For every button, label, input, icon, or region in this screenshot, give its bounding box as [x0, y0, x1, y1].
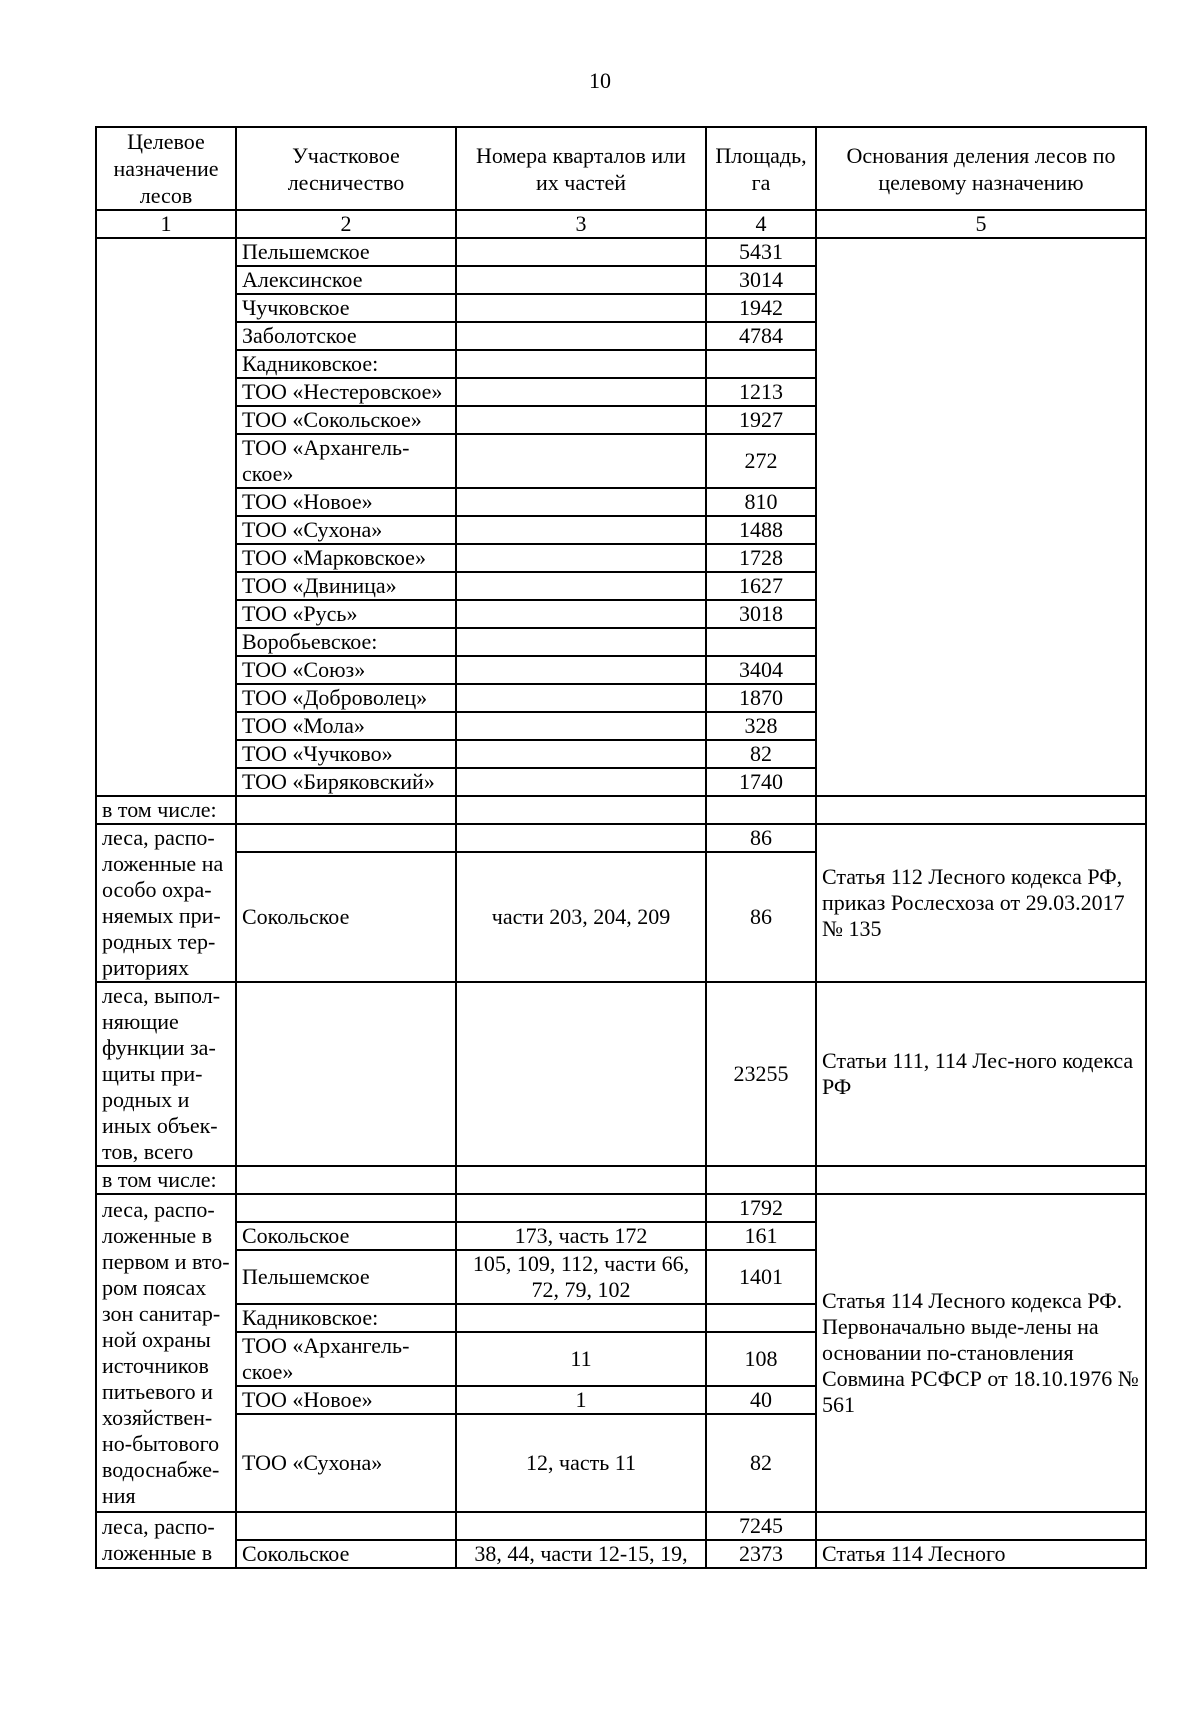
area-value: 1627 — [706, 572, 816, 600]
quarters-value: 1 — [456, 1386, 706, 1414]
area-value: 5431 — [706, 238, 816, 266]
area-value: 1740 — [706, 768, 816, 796]
purpose-sanitary: леса, распо-ложенные в первом и вто-ром поясах зон санитар-ной охраны источников питьевого и хозяйствен-но-бытового водоснабже-ния — [96, 1194, 236, 1512]
forestry-name: ТОО «Сухона» — [236, 1414, 456, 1512]
basis-oopt: Статья 112 Лесного кодекса РФ, приказ Рослесхоза от 29.03.2017 № 135 — [816, 824, 1146, 982]
quarters-value: 11 — [456, 1332, 706, 1386]
quarters-value: 38, 44, части 12-15, 19, — [456, 1540, 706, 1568]
quarters-cell — [456, 434, 706, 488]
last-total-row — [96, 1512, 1146, 1540]
area-value: 1488 — [706, 516, 816, 544]
quarters-cell — [456, 656, 706, 684]
forestry-name: ТОО «Новое» — [236, 488, 456, 516]
column-number-1: 1 — [96, 210, 236, 238]
forestry-name: Сокольское — [236, 1540, 456, 1568]
area-value: 3404 — [706, 656, 816, 684]
forestry-name: ТОО «Марковское» — [236, 544, 456, 572]
forestry-name: ТОО «Биряковский» — [236, 768, 456, 796]
forestry-name: Кадниковское: — [236, 350, 456, 378]
forestry-name: Заболотское — [236, 322, 456, 350]
quarters-value: 12, часть 11 — [456, 1414, 706, 1512]
quarters-cell — [456, 684, 706, 712]
column-header-5: Основания деления лесов по целевому назначению — [816, 127, 1146, 210]
basis-last: Статья 114 Лесного — [816, 1540, 1146, 1568]
area-value: 86 — [706, 852, 816, 982]
empty-cell — [816, 796, 1146, 824]
quarters-value — [456, 1304, 706, 1332]
forestry-name: Пельшемское — [236, 1250, 456, 1304]
purpose-oopt: леса, распо-ложенные на особо охра-няемых при-родных тер-риториях — [96, 824, 236, 982]
quarters-cell — [456, 628, 706, 656]
area-value: 3018 — [706, 600, 816, 628]
basis-protective: Статьи 111, 114 Лес-ного кодекса РФ — [816, 982, 1146, 1166]
quarters-cell — [456, 740, 706, 768]
forestry-name: ТОО «Двиница» — [236, 572, 456, 600]
forestry-name: Пельшемское — [236, 238, 456, 266]
area-value: 1870 — [706, 684, 816, 712]
area-value: 40 — [706, 1386, 816, 1414]
forestry-name: ТОО «Мола» — [236, 712, 456, 740]
quarters-value: части 203, 204, 209 — [456, 852, 706, 982]
quarters-cell — [456, 266, 706, 294]
column-header-1: Целевое назначение лесов — [96, 127, 236, 210]
forest-purpose-table — [95, 126, 1147, 1569]
page-number: 10 — [589, 68, 611, 93]
area-value: 1401 — [706, 1250, 816, 1304]
area-value: 328 — [706, 712, 816, 740]
empty-cell — [236, 796, 456, 824]
forestry-name: ТОО «Архангель-ское» — [236, 1332, 456, 1386]
last-total-area: 7245 — [706, 1512, 816, 1540]
empty-cell — [236, 824, 456, 852]
purpose-cell-empty — [96, 238, 236, 796]
area-value: 82 — [706, 1414, 816, 1512]
quarters-cell — [456, 238, 706, 266]
column-number-4: 4 — [706, 210, 816, 238]
in-that-number-label: в том числе: — [96, 796, 236, 824]
empty-cell — [706, 796, 816, 824]
area-value: 108 — [706, 1332, 816, 1386]
empty-cell — [816, 1512, 1146, 1540]
empty-cell — [236, 1512, 456, 1540]
purpose-protective: леса, выпол-няющие функции за-щиты при-родных и иных объек-тов, всего — [96, 982, 236, 1166]
sanitary-total-row — [96, 1194, 1146, 1222]
quarters-value: 105, 109, 112, части 66, 72, 79, 102 — [456, 1250, 706, 1304]
empty-cell — [456, 824, 706, 852]
basis-sanitary: Статья 114 Лесного кодекса РФ. Первоначально выде-лены на основании по-становления Совмина РСФСР от 18.10.1976 № 561 — [816, 1194, 1146, 1512]
area-value — [706, 1304, 816, 1332]
empty-cell — [456, 1512, 706, 1540]
forestry-name: ТОО «Архангель-ское» — [236, 434, 456, 488]
quarters-cell — [456, 378, 706, 406]
empty-cell — [236, 1166, 456, 1194]
empty-cell — [456, 982, 706, 1166]
last-row — [96, 1540, 1146, 1568]
quarters-cell — [456, 406, 706, 434]
empty-cell — [456, 1166, 706, 1194]
area-value — [706, 628, 816, 656]
quarters-value: 173, часть 172 — [456, 1222, 706, 1250]
empty-cell — [456, 1194, 706, 1222]
in-that-number-label: в том числе: — [96, 1166, 236, 1194]
area-value: 272 — [706, 434, 816, 488]
forestry-name: Воробьевское: — [236, 628, 456, 656]
forestry-name: ТОО «Сокольское» — [236, 406, 456, 434]
empty-cell — [456, 796, 706, 824]
area-value: 1213 — [706, 378, 816, 406]
forestry-name: ТОО «Доброволец» — [236, 684, 456, 712]
area-value — [706, 350, 816, 378]
column-header-4: Площадь, га — [706, 127, 816, 210]
column-number-2: 2 — [236, 210, 456, 238]
empty-cell — [236, 1194, 456, 1222]
column-number-3: 3 — [456, 210, 706, 238]
forestry-name: ТОО «Новое» — [236, 1386, 456, 1414]
quarters-cell — [456, 544, 706, 572]
forestry-name: ТОО «Русь» — [236, 600, 456, 628]
area-value: 810 — [706, 488, 816, 516]
empty-cell — [236, 982, 456, 1166]
oopt-total-area: 86 — [706, 824, 816, 852]
area-value: 161 — [706, 1222, 816, 1250]
area-value: 82 — [706, 740, 816, 768]
forestry-name: ТОО «Нестеровское» — [236, 378, 456, 406]
oopt-total-row — [96, 824, 1146, 852]
quarters-cell — [456, 350, 706, 378]
table-row — [96, 238, 1146, 266]
column-number-row — [96, 210, 1146, 238]
quarters-cell — [456, 768, 706, 796]
forestry-name: Сокольское — [236, 852, 456, 982]
area-value: 2373 — [706, 1540, 816, 1568]
forestry-name: ТОО «Союз» — [236, 656, 456, 684]
empty-cell — [816, 1166, 1146, 1194]
area-value: 1728 — [706, 544, 816, 572]
purpose-last: леса, распо-ложенные в — [96, 1512, 236, 1568]
forestry-name: Алексинское — [236, 266, 456, 294]
area-value: 4784 — [706, 322, 816, 350]
table-body — [96, 127, 1146, 1568]
empty-cell — [706, 1166, 816, 1194]
area-value: 1927 — [706, 406, 816, 434]
forestry-name: Сокольское — [236, 1222, 456, 1250]
in-that-number-row — [96, 1166, 1146, 1194]
quarters-cell — [456, 712, 706, 740]
basis-cell-empty — [816, 238, 1146, 796]
in-that-number-row — [96, 796, 1146, 824]
protective-area: 23255 — [706, 982, 816, 1166]
sanitary-total-area: 1792 — [706, 1194, 816, 1222]
column-header-2: Участковое лесничество — [236, 127, 456, 210]
header-row — [96, 127, 1146, 210]
protective-row — [96, 982, 1146, 1166]
area-value: 1942 — [706, 294, 816, 322]
forestry-name: ТОО «Чучково» — [236, 740, 456, 768]
quarters-cell — [456, 322, 706, 350]
forestry-name: Чучковское — [236, 294, 456, 322]
forestry-name: ТОО «Сухона» — [236, 516, 456, 544]
quarters-cell — [456, 294, 706, 322]
forestry-name: Кадниковское: — [236, 1304, 456, 1332]
quarters-cell — [456, 488, 706, 516]
quarters-cell — [456, 600, 706, 628]
quarters-cell — [456, 572, 706, 600]
area-value: 3014 — [706, 266, 816, 294]
column-header-3: Номера кварталов или их частей — [456, 127, 706, 210]
quarters-cell — [456, 516, 706, 544]
column-number-5: 5 — [816, 210, 1146, 238]
